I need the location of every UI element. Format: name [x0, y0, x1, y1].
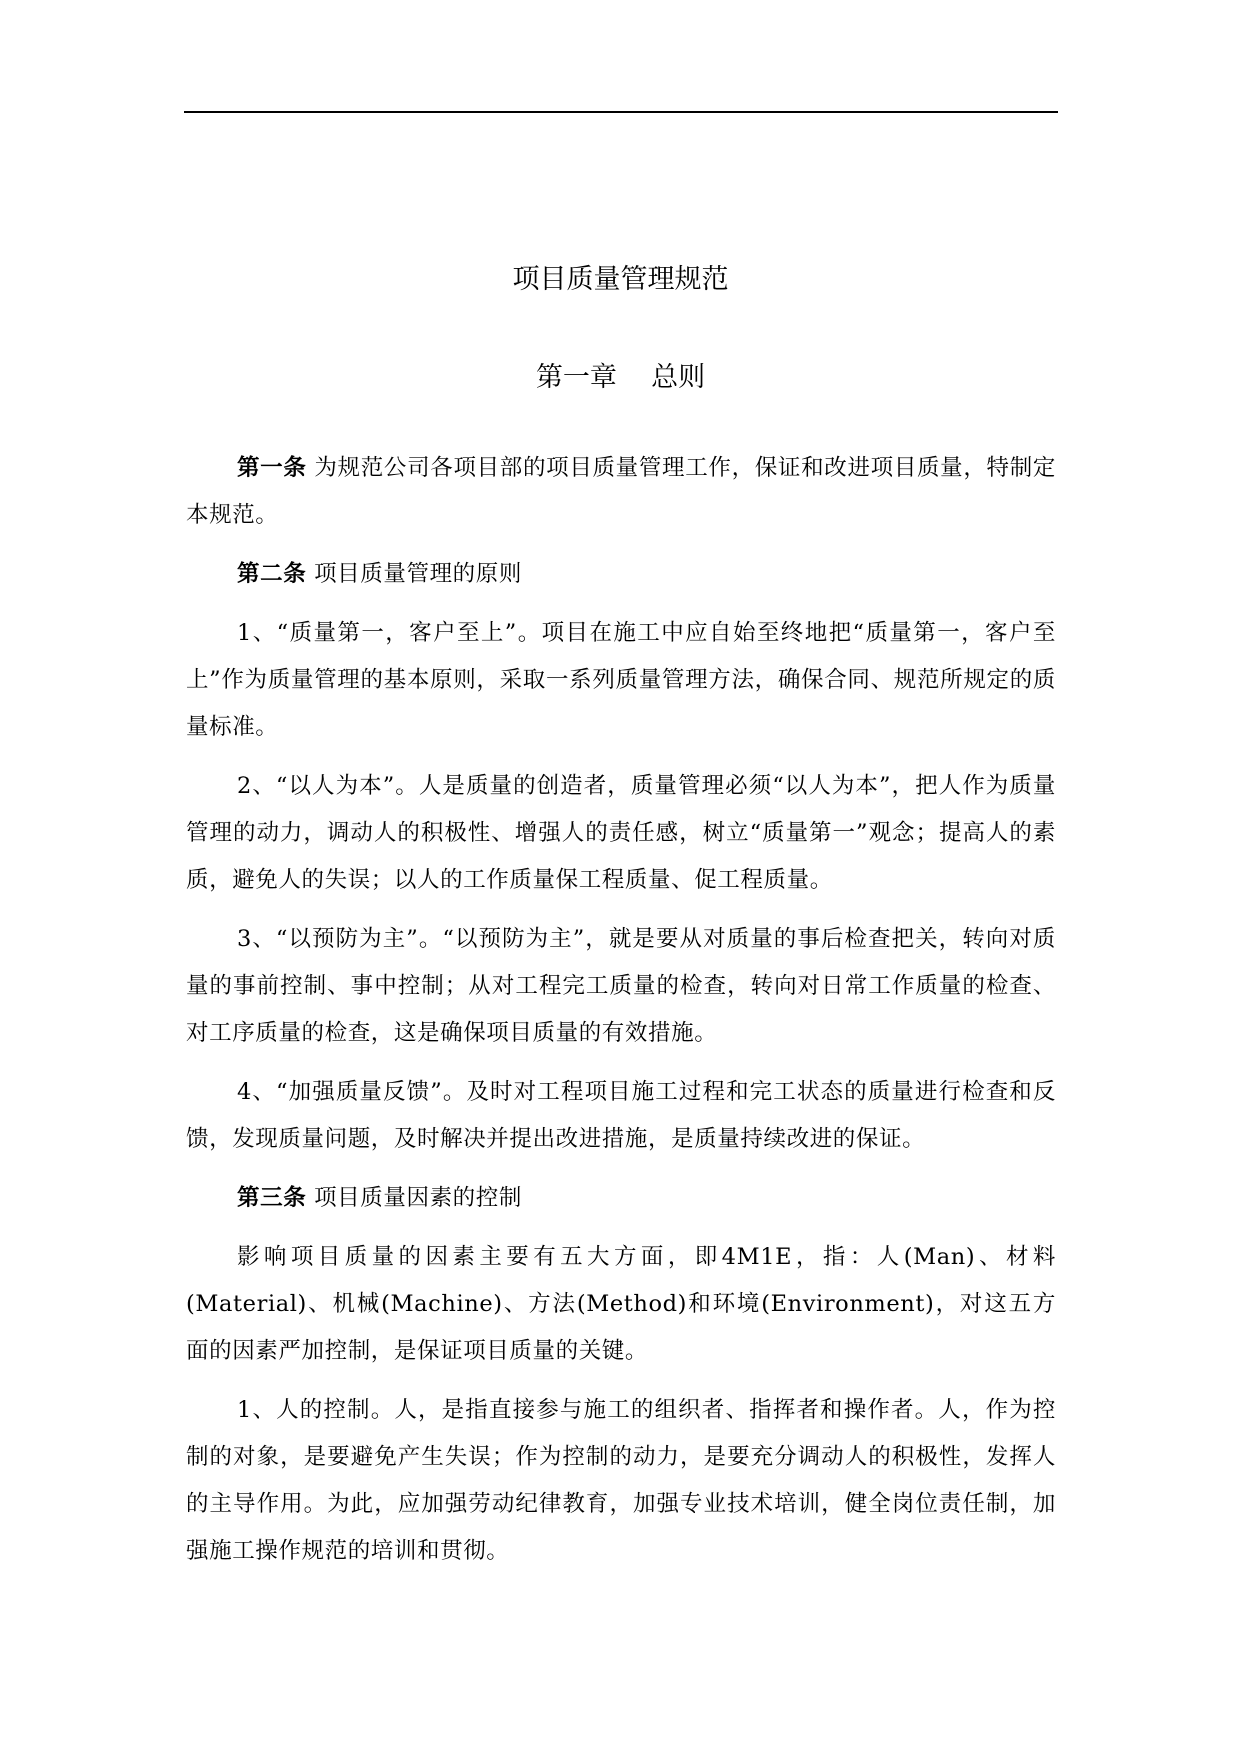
principle-2-paragraph: [186, 763, 1056, 904]
article-3-paragraph: [186, 1175, 1056, 1222]
paragraph-text: 3、“以预防为主”。“以预防为主”，就是要从对质量的事后检查把关，转向对质量的事前控制、事中控制；从对工程完工质量的检查，转向对日常工作质量的检查、对工序质量的检查，这是确保项目质量的有效措施。: [186, 926, 1056, 1046]
paragraph-text: 项目质量管理的原则: [306, 561, 522, 587]
article-label: 第一条: [237, 455, 307, 481]
header-rule: [184, 111, 1058, 113]
factors-intro-paragraph: [186, 1234, 1056, 1375]
people-control-paragraph: [186, 1387, 1056, 1575]
paragraph-text: 项目质量因素的控制: [306, 1185, 522, 1211]
principle-4-paragraph: [186, 1069, 1056, 1163]
article-2-paragraph: [186, 551, 1056, 598]
document-title: 项目质量管理规范: [512, 264, 729, 295]
paragraph-text: 为规范公司各项目部的项目质量管理工作，保证和改进项目质量，特制定本规范。: [186, 455, 1056, 528]
article-label: 第二条: [237, 561, 307, 587]
paragraph-text: 4、“加强质量反馈”。及时对工程项目施工过程和完工状态的质量进行检查和反馈，发现质量问题，及时解决并提出改进措施，是质量持续改进的保证。: [186, 1079, 1056, 1152]
paragraph-text: 1、“质量第一，客户至上”。项目在施工中应自始至终地把“质量第一，客户至上”作为质量管理的基本原则，采取一系列质量管理方法，确保合同、规范所规定的质量标准。: [186, 620, 1056, 740]
chapter-title: 第一章 总则: [535, 362, 706, 393]
article-1-paragraph: [186, 445, 1056, 539]
paragraph-text: 2、“以人为本”。人是质量的创造者，质量管理必须“以人为本”，把人作为质量管理的动力，调动人的积极性、增强人的责任感，树立“质量第一”观念；提高人的素质，避免人的失误；以人的工作质量保工程质量、促工程质量。: [186, 773, 1056, 893]
article-label: 第三条: [237, 1185, 307, 1211]
document-body: [186, 445, 1056, 1587]
principle-1-paragraph: [186, 610, 1056, 751]
principle-3-paragraph: [186, 916, 1056, 1057]
paragraph-text: 1、人的控制。人，是指直接参与施工的组织者、指挥者和操作者。人，作为控制的对象，是要避免产生失误；作为控制的动力，是要充分调动人的积极性，发挥人的主导作用。为此，应加强劳动纪律教育，加强专业技术培训，健全岗位责任制，加强施工操作规范的培训和贯彻。: [186, 1397, 1056, 1564]
paragraph-text: 影响项目质量的因素主要有五大方面，即4M1E，指：人(Man)、材料(Material)、机械(Machine)、方法(Method)和环境(Environment)，对这五方面的因素严加控制，是保证项目质量的关键。: [186, 1244, 1056, 1364]
